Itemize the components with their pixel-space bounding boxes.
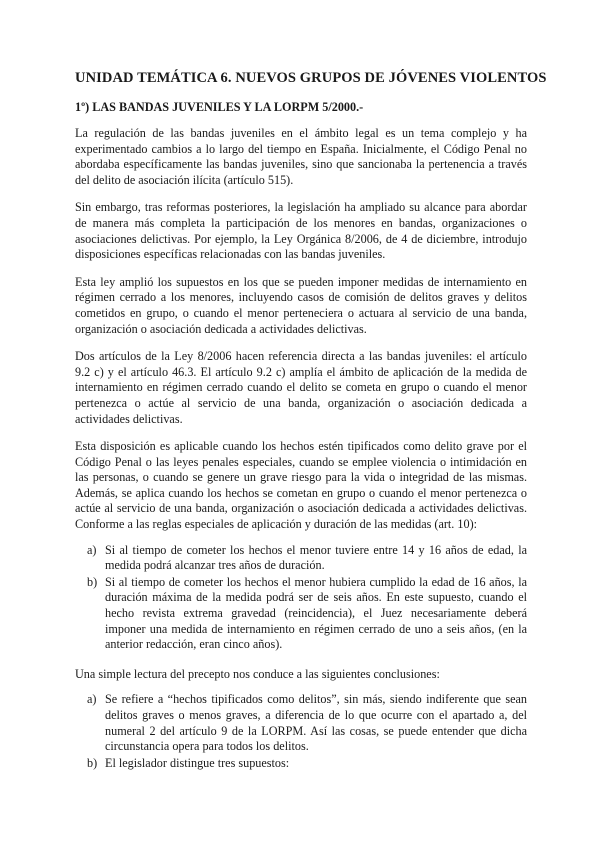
list-marker: b)	[87, 755, 98, 770]
conclusion-intro: Una simple lectura del precepto nos conduce a las siguientes conclusiones:	[75, 666, 440, 681]
paragraph: Esta disposición es aplicable cuando los hechos estén tipificados como delito grave por el Código Penal o las leyes penales especiales, cuando se emplee violencia o intimidación en las personas, o cuando se genere un grave riesgo para la vida o integridad de las mismas. Además, se aplica cuando los hechos se cometan en grupo o cuando el menor pertenezca o actúe al servicio de una banda, organización o asociación dedicada a actividades delictivas. Conforme a las reglas especiales de aplicación y duración de las medidas (art. 10):	[75, 439, 527, 532]
list-marker: b)	[87, 574, 98, 589]
document-title: UNIDAD TEMÁTICA 6. NUEVOS GRUPOS DE JÓVENES VIOLENTOS	[75, 70, 547, 86]
list-item	[75, 756, 527, 772]
list-item-text: El legislador distingue tres supuestos:	[105, 755, 290, 770]
list-marker: a)	[87, 542, 97, 557]
section-heading: 1º) LAS BANDAS JUVENILES Y LA LORPM 5/2000.-	[75, 100, 364, 114]
list-item	[75, 543, 527, 574]
conclusions-list	[75, 692, 527, 771]
paragraph: Sin embargo, tras reformas posteriores, la legislación ha ampliado su alcance para abordar de manera más completa la participación de los menores en bandas, organizaciones o asociaciones delictivas. Por ejemplo, la Ley Orgánica 8/2006, de 4 de diciembre, introdujo disposiciones específicas relacionadas con las bandas juveniles.	[75, 200, 527, 262]
paragraph: La regulación de las bandas juveniles en el ámbito legal es un tema complejo y ha experimentado cambios a lo largo del tiempo en España. Inicialmente, el Código Penal no abordaba específicamente las bandas juveniles, sino que sancionaba la pertenencia a través del delito de asociación ilícita (artículo 515).	[75, 126, 527, 187]
list-item	[75, 575, 527, 653]
list-item-text: Se refiere a “hechos tipificados como delitos”, sin más, siendo indiferente que sean delitos graves o menos graves, a diferencia de lo que ocurre con el apartado a, del numeral 2 del artículo 9 de la LORPM. Así las cosas, se puede entender que dicha circunstancia opera para todos los delitos.	[105, 692, 527, 754]
measures-list	[75, 543, 527, 653]
list-item-text: Si al tiempo de cometer los hechos el menor tuviere entre 14 y 16 años de edad, la medida podrá alcanzar tres años de duración.	[105, 542, 527, 573]
paragraph: Esta ley amplió los supuestos en los que se pueden imponer medidas de internamiento en régimen cerrado a los menores, incluyendo casos de comisión de delitos graves y delitos cometidos en grupo, o cuando el menor perteneciera o actuara al servicio de una banda, organización o asociación dedicada a actividades delictivas.	[75, 274, 527, 336]
paragraph: Dos artículos de la Ley 8/2006 hacen referencia directa a las bandas juveniles: el artículo 9.2 c) y el artículo 46.3. El artículo 9.2 c) amplía el ámbito de aplicación de la medida de internamiento en régimen cerrado cuando el delito se cometa en grupo o cuando el menor pertenezca o actúe al servicio de una banda, organización o asociación dedicada a actividades delictivas.	[75, 349, 527, 426]
list-marker: a)	[87, 692, 97, 707]
list-item	[75, 692, 527, 754]
document-body	[75, 126, 527, 785]
list-item-text: Si al tiempo de cometer los hechos el menor hubiera cumplido la edad de 16 años, la duración máxima de la medida podrá ser de seis años. En este supuesto, cuando el hecho revista extrema gravedad (reincidencia), el Juez necesariamente deberá imponer una medida de internamiento en régimen cerrado de uno a seis años, (en la anterior redacción, eran cinco años).	[105, 574, 527, 652]
